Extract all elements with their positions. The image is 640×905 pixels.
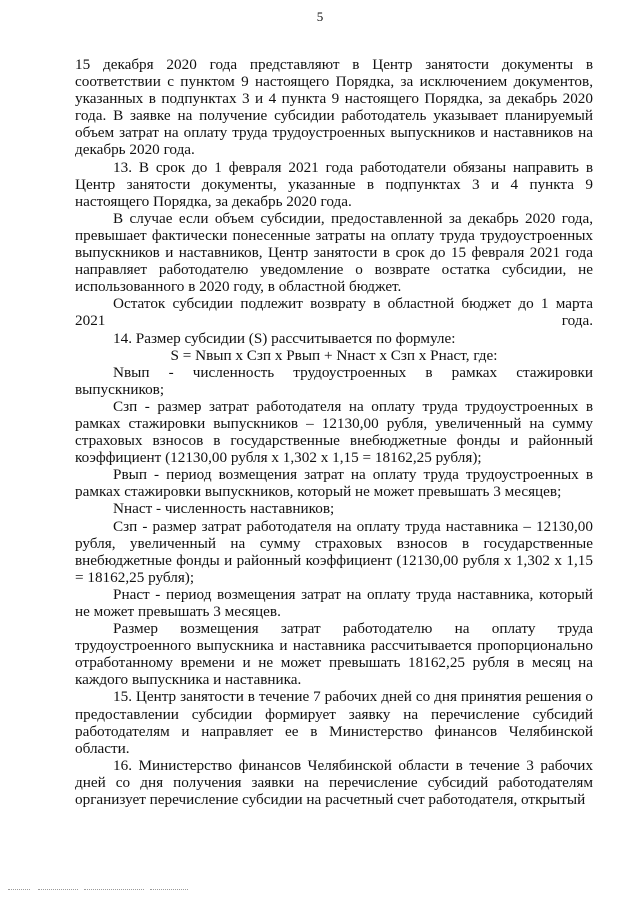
scan-footer-marks [8,889,308,893]
document-body [75,56,593,808]
paragraph-reimbursement-limit: Размер возмещения затрат работодателю на оплату труда трудоустроенного выпускника и наставника рассчитывается пропорционально отработанному времени и не может превышать 18162,25 рубля в месяц на каждого выпускника и наставника. [75,620,593,689]
page-number: 5 [316,9,324,24]
paragraph-13: 13. В срок до 1 февраля 2021 года работодатели обязаны направить в Центр занятости документы, указанные в подпунктах 3 и 4 пункта 9 настоящего Порядка, за декабрь 2020 года. [75,158,593,210]
definition-n-mentors: Nнаст - численность наставников; [113,500,335,518]
paragraph-continuation: 15 декабря 2020 года представляют в Центр занятости документы в соответствии с пунктом 9 настоящего Порядка, за исключением документов, указанных в подпунктах 3 и 4 пункта 9 настоящего Порядка, за декабрь 2020 года. В заявке на получение субсидии работодатель указывает планируемый объем затрат на оплату труда трудоустроенных выпускников и наставников на декабрь 2020 года. [75,56,593,159]
definition-period-mentors: Рнаст - период возмещения затрат на оплату труда наставника, который не может превышать 3 месяцев. [75,585,593,620]
definition-n-graduates: Nвып - численность трудоустроенных в рамках стажировки выпускников; [75,363,593,398]
paragraph-remainder-return: Остаток субсидии подлежит возврату в областной бюджет до 1 марта 2021 года. [75,295,593,330]
definition-cost-mentors: Сзп - размер затрат работодателя на оплату труда наставника – 12130,00 рубля, увеличенный на сумму страховых взносов в государственные внебюджетные фонды и районный коэффициент (12130,00 рубля х 1,302 х 1,15 = 18162,25 рубля); [75,517,593,586]
paragraph-refund-notice: В случае если объем субсидии, предоставленной за декабрь 2020 года, превышает фактически понесенные затраты на оплату труда трудоустроенных выпускников и наставников, Центр занятости в срок до 15 февраля 2021 года направляет работодателю уведомление о возврате остатка субсидии, не использованного в 2020 году, в областной бюджет. [75,209,593,296]
paragraph-16: 16. Министерство финансов Челябинской области в течение 3 рабочих дней со дня получения заявки на перечисление субсидий работодателям организует перечисление субсидии на расчетный счет работодателя, открытый [75,756,593,809]
paragraph-15: 15. Центр занятости в течение 7 рабочих дней со дня принятия решения о предоставлении субсидии формирует заявку на перечисление субсидий работодателям и направляет ее в Министерство финансов Челябинской области. [75,688,593,757]
subsidy-formula: S = Nвып х Сзп х Рвып + Nнаст х Сзп х Рнаст, где: [170,346,498,364]
paragraph-14: 14. Размер субсидии (S) рассчитывается по формуле: [113,329,456,347]
definition-cost-graduates: Сзп - размер затрат работодателя на оплату труда трудоустроенных в рамках стажировки выпускников – 12130,00 рубля, увеличенный на сумму страховых взносов в государственные внебюджетные фонды и районный коэффициент (12130,00 рубля х 1,302 х 1,15 = 18162,25 рубля); [75,397,593,467]
definition-period-graduates: Рвып - период возмещения затрат на оплату труда трудоустроенных в рамках стажировки выпускников, который не может превышать 3 месяцев; [75,466,593,501]
